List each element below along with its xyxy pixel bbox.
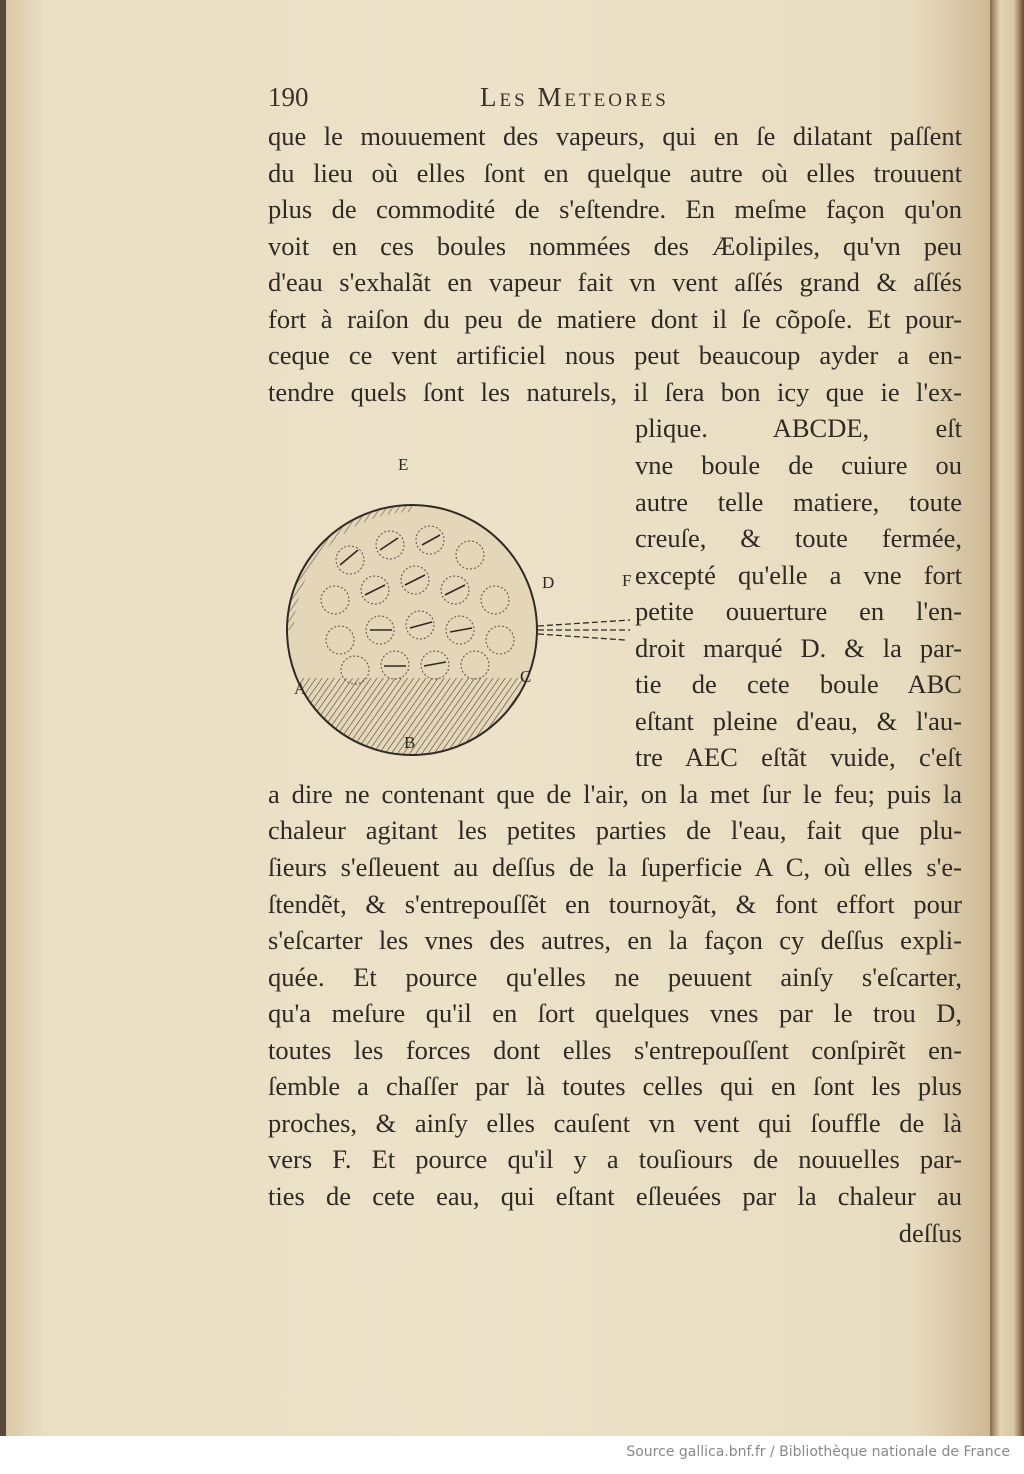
text-line: du lieu où elles ſont en quelque autre où elles trouuent	[268, 157, 962, 188]
text-line: tre AEC eſtãt vuide, c'eſt	[635, 742, 962, 773]
text-line: deſſus	[898, 1217, 962, 1248]
text-line: ſtendẽt, & s'entrepouſſẽt en tournoyãt, & font effort pour	[268, 888, 962, 919]
text-line: qu'a meſure qu'il en ſort quelques vnes par le trou D,	[268, 998, 962, 1029]
steam-jet	[538, 620, 630, 640]
text-line: vne boule de cuiure ou	[635, 449, 962, 480]
text-line: voit en ces boules nommées des Æolipiles, qu'vn peu	[268, 230, 962, 261]
aeolipile-figure	[280, 450, 640, 760]
page-number: 190	[268, 82, 309, 112]
text-line: eſtant pleine d'eau, & l'au-	[635, 705, 962, 736]
label-a: A	[294, 679, 307, 698]
text-line: creuſe, & toute fermée,	[635, 523, 962, 554]
source-credit: Source gallica.bnf.fr / Bibliothèque nationale de France	[626, 1444, 1010, 1460]
text-line: a dire ne contenant que de l'air, on la met ſur le feu; puis la	[268, 778, 962, 809]
text-line: s'eſcarter les vnes des autres, en la façon cy deſſus expli-	[268, 925, 962, 956]
text-line: plique. ABCDE, eſt	[635, 413, 962, 444]
sphere	[280, 505, 550, 760]
label-b: B	[404, 733, 416, 752]
text-line: vers F. Et pource qu'il y a touſiours de nouuelles par-	[268, 1144, 962, 1175]
label-f: F	[622, 571, 632, 590]
running-title: Les Meteores	[480, 82, 669, 112]
text-line: plus de commodité de s'eſtendre. En meſme façon qu'on	[268, 194, 962, 225]
text-line: proches, & ainſy elles cauſent vn vent qui ſouffle de là	[268, 1107, 962, 1138]
text-line: excepté qu'elle a vne fort	[635, 559, 962, 590]
text-line: tie de cete boule ABC	[635, 669, 962, 700]
running-header	[268, 82, 962, 116]
label-e: E	[398, 455, 409, 474]
text-line: d'eau s'exhalãt en vapeur fait vn vent aſſés grand & aſſés	[268, 267, 962, 298]
text-line: tendre quels ſont les naturels, il ſera bon icy que ie l'ex-	[268, 376, 962, 407]
text-line: ceque ce vent artificiel nous peut beaucoup ayder a en-	[268, 340, 962, 371]
text-line: ſieurs s'eſleuent au deſſus de la ſuperficie A C, où elles s'e-	[268, 852, 962, 882]
text-line: fort à raiſon du peu de matiere dont il ſe cõpoſe. Et pour-	[268, 303, 962, 334]
text-line: petite ouuerture en l'en-	[635, 596, 962, 627]
label-c: C	[520, 667, 532, 686]
text-line: que le mouuement des vapeurs, qui en ſe dilatant paſſent	[268, 121, 962, 151]
text-line: autre telle matiere, toute	[635, 486, 962, 517]
text-line: toutes les forces dont elles s'entrepouſſent conſpirẽt en-	[268, 1034, 962, 1065]
text-line: droit marqué D. & la par-	[635, 632, 962, 663]
text-line: chaleur agitant les petites parties de l'eau, fait que plu-	[268, 815, 962, 846]
label-d: D	[542, 573, 555, 592]
text-line: ſemble a chaſſer par là toutes celles qui en ſont les plus	[268, 1071, 962, 1102]
text-line: quée. Et pource qu'elles ne peuuent ainſy s'eſcarter,	[268, 961, 962, 992]
text-line: ties de cete eau, qui eſtant eſleuées par la chaleur au	[268, 1180, 962, 1211]
next-page-edge	[990, 0, 1024, 1436]
